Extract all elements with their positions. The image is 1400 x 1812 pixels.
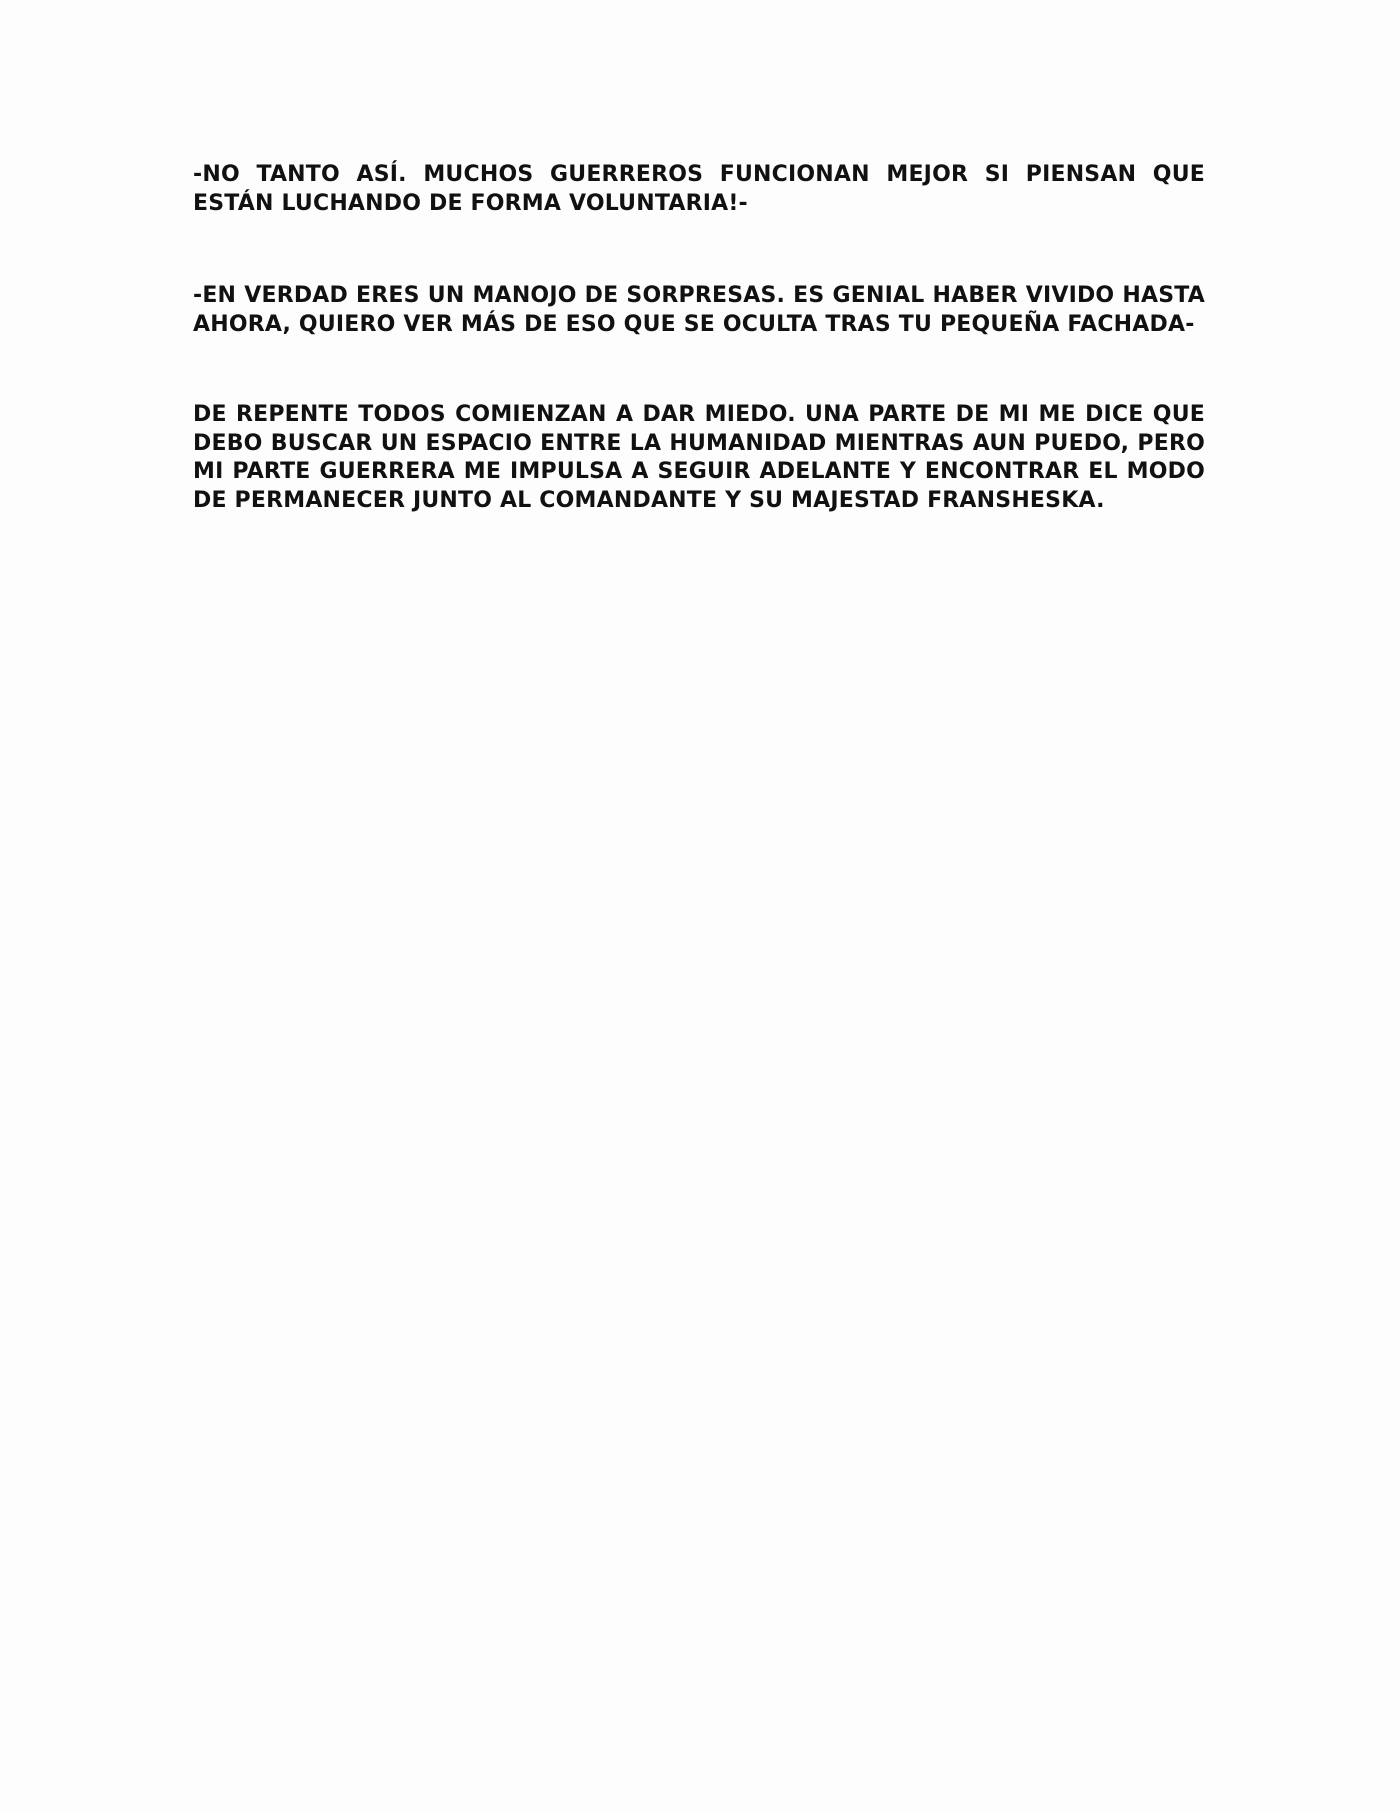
narration-paragraph: DE REPENTE TODOS COMIENZAN A DAR MIEDO. UNA PARTE DE MI ME DICE QUE DEBO BUSCAR UN ESPACIO ENTRE LA HUMANIDAD MIENTRAS AUN PUEDO, PERO MI PARTE GUERRERA ME IMPULSA A SEGUIR ADELANTE Y ENCONTRAR EL MODO DE PERMANECER JUNTO AL COMANDANTE Y SU MAJESTAD FRANSHESKA. [193, 402, 1205, 513]
dialogue-paragraph-2: -EN VERDAD ERES UN MANOJO DE SORPRESAS. ES GENIAL HABER VIVIDO HASTA AHORA, QUIERO VER MÁS DE ESO QUE SE OCULTA TRAS TU PEQUEÑA FACHADA- [193, 283, 1205, 337]
dialogue-paragraph-1: -NO TANTO ASÍ. MUCHOS GUERREROS FUNCIONAN MEJOR SI PIENSAN QUE ESTÁN LUCHANDO DE FORMA VOLUNTARIA!- [193, 162, 1205, 216]
